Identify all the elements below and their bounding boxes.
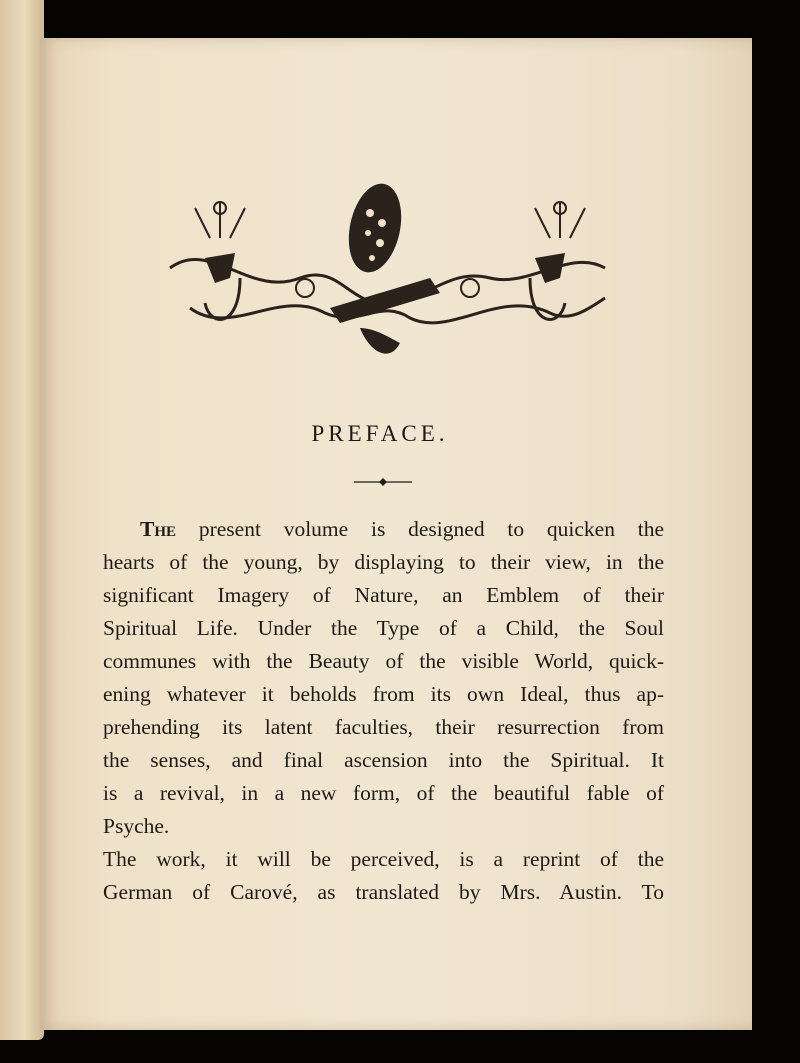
text-line: Spiritual Life. Under the Type of a Child, the Soul xyxy=(103,616,664,640)
page-heading: PREFACE. xyxy=(311,421,449,446)
text-line: is a revival, in a new form, of the beautiful fable of xyxy=(103,781,664,805)
text-line: prehending its latent faculties, their resurrection from xyxy=(103,715,664,739)
floral-ornament-icon xyxy=(150,178,620,373)
text-line: The present volume is designed to quicken the xyxy=(140,517,665,541)
text-line: communes with the Beauty of the visible World, quick- xyxy=(103,649,664,673)
text-line: significant Imagery of Nature, an Emblem of their xyxy=(103,583,664,607)
preface-body xyxy=(103,513,664,909)
facing-page-edge xyxy=(0,0,44,1040)
text-line: Psyche. xyxy=(103,814,170,838)
lead-word: The xyxy=(140,517,177,541)
text-line: the senses, and final ascension into the Spiritual. It xyxy=(103,748,664,772)
divider-ornament-icon xyxy=(354,477,412,487)
text-line: ening whatever it beholds from its own Ideal, thus ap- xyxy=(103,682,664,706)
text-line: hearts of the young, by displaying to their view, in the xyxy=(103,550,664,574)
text-line: German of Carové, as translated by Mrs. Austin. To xyxy=(103,880,664,904)
text-line: The work, it will be perceived, is a reprint of the xyxy=(103,847,664,871)
book-page xyxy=(40,38,752,1030)
